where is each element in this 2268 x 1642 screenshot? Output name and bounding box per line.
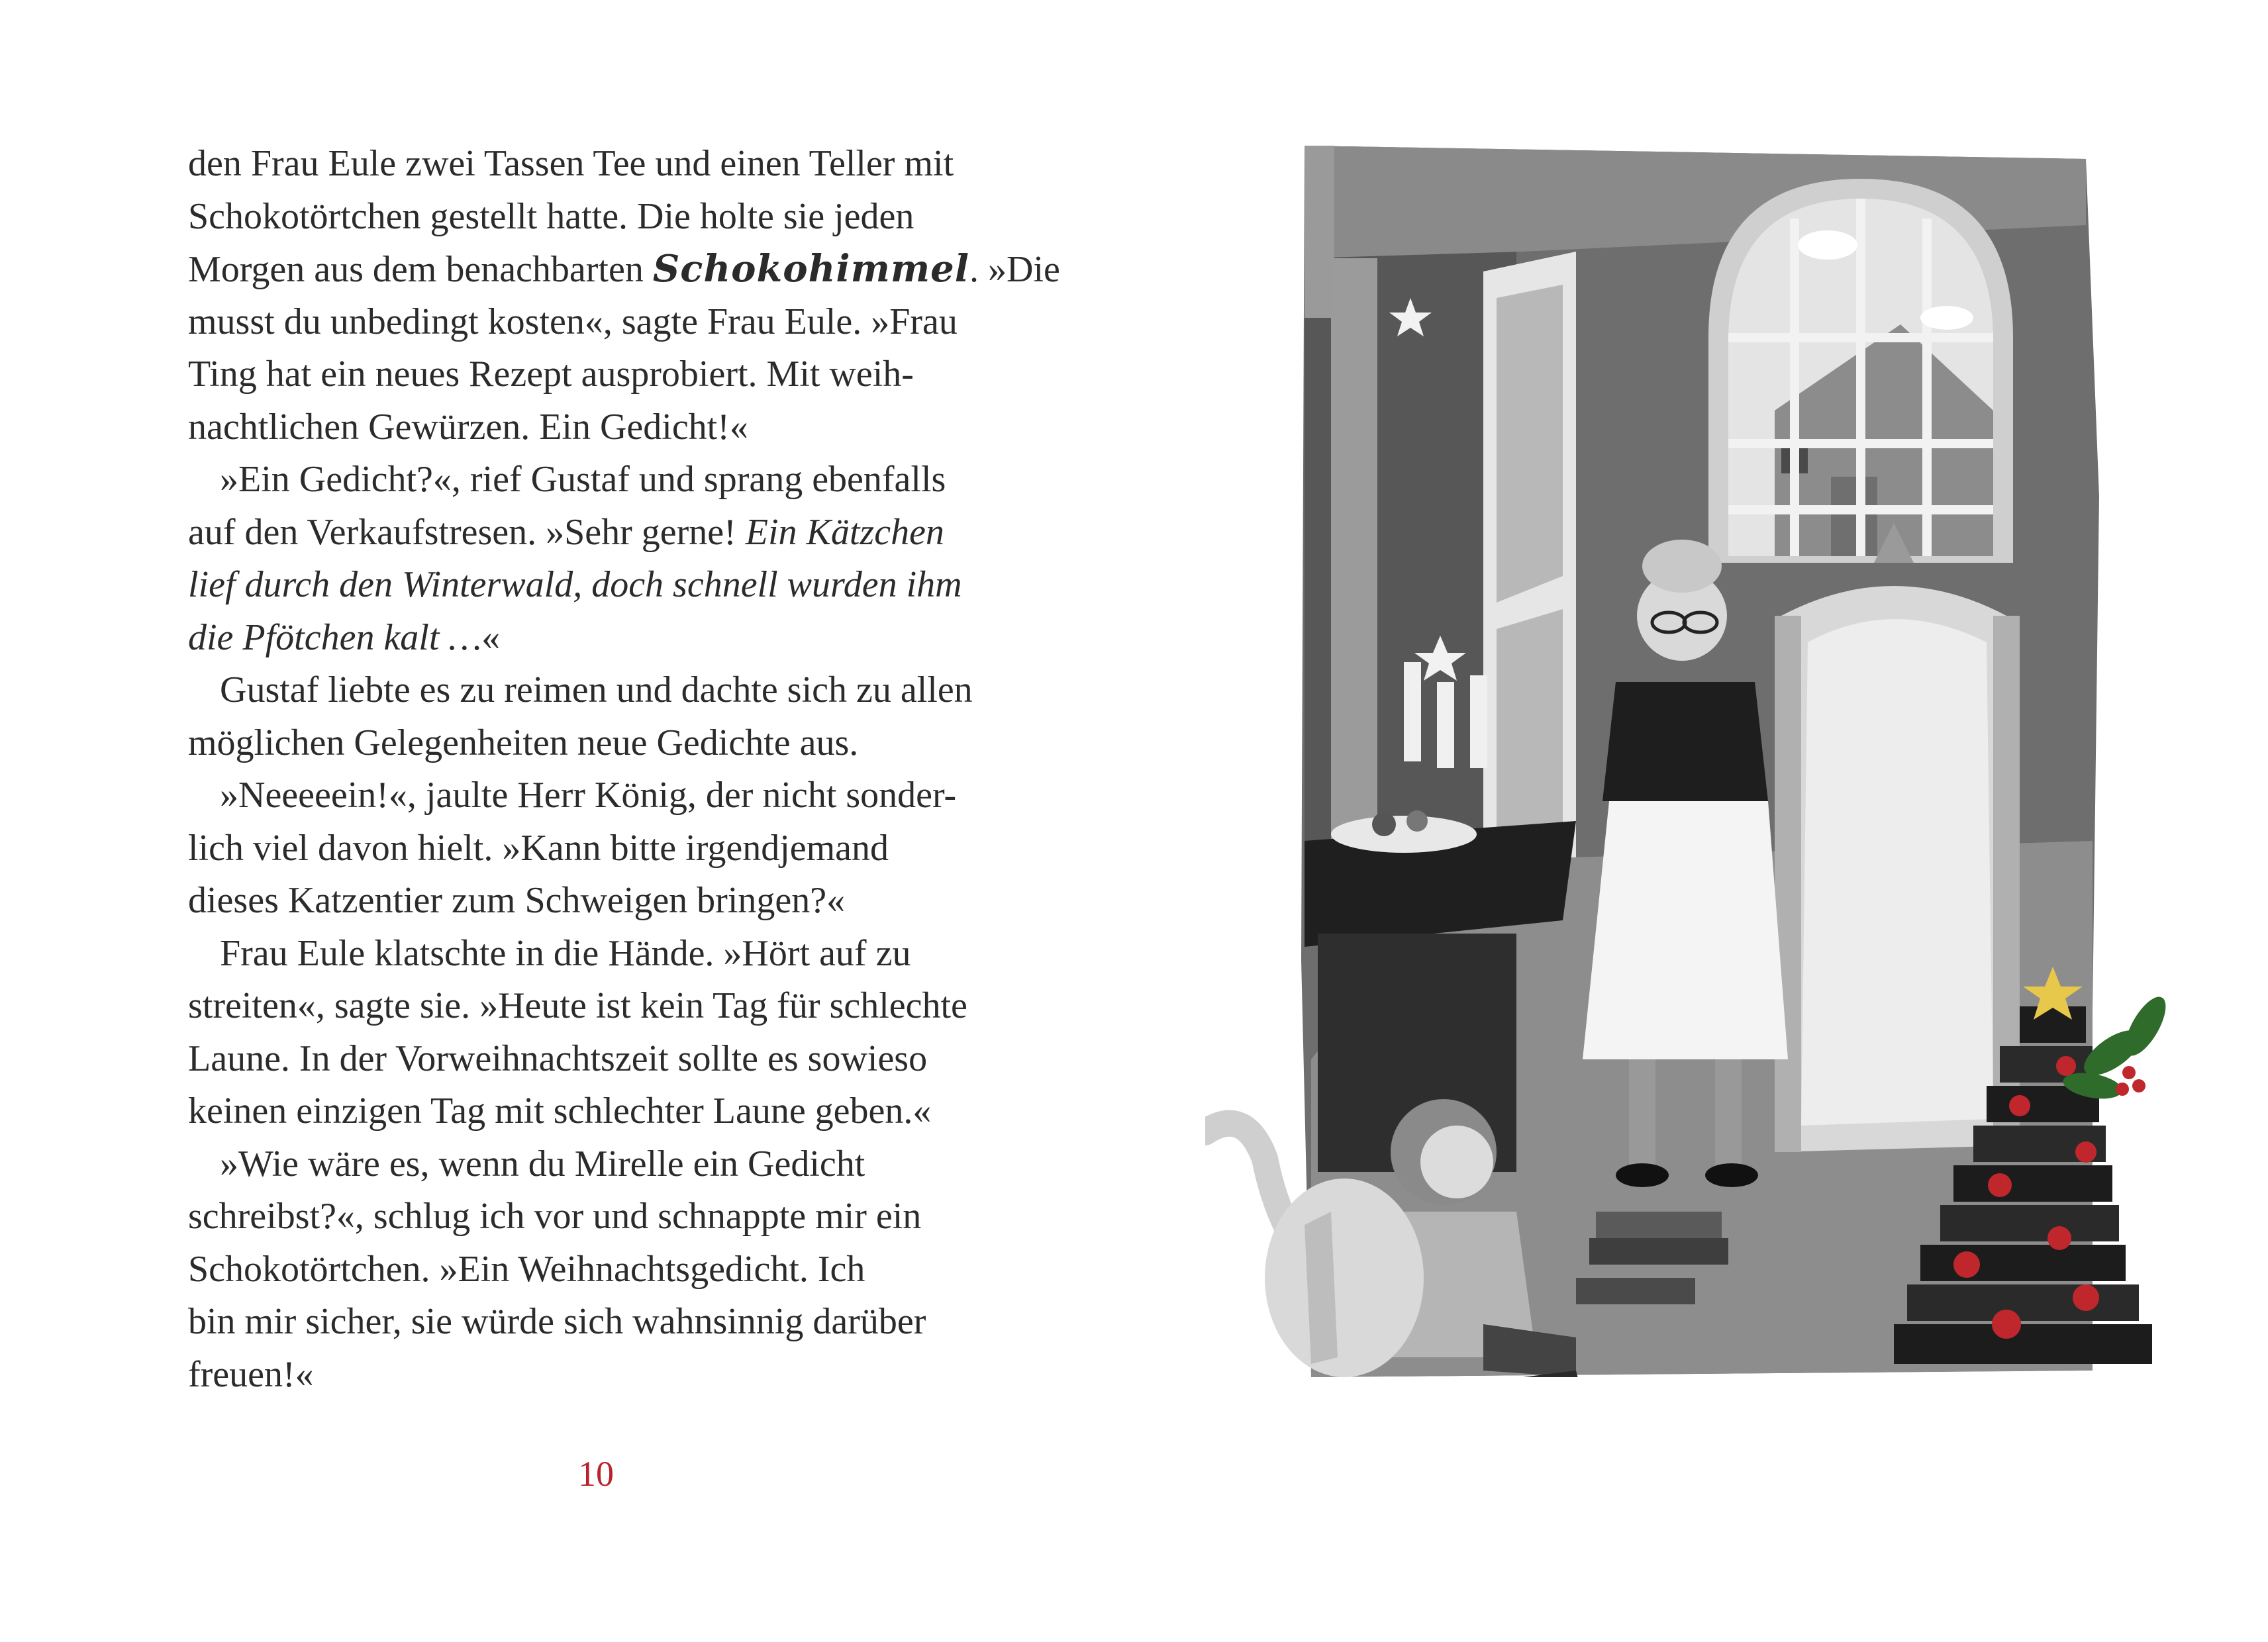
text-line: »Ein Gedicht?«, rief Gustaf und sprang ebenfalls [220, 459, 946, 500]
text-line: bin mir sicher, sie würde sich wahnsinnig darüber [188, 1301, 926, 1342]
text-line: den Frau Eule zwei Tassen Tee und einen Teller mit [188, 143, 954, 184]
text-line: freuen!« [188, 1353, 314, 1395]
text-line: Frau Eule klatschte in die Hände. »Hört auf zu [220, 932, 911, 974]
text-line: musst du unbedingt kosten«, sagte Frau Eule. »Frau [188, 301, 958, 342]
poem-text: Ein Kätzchen [745, 511, 944, 553]
poem-text: die Pfötchen kalt … [188, 616, 482, 658]
bookshop-illustration [1205, 99, 2218, 1470]
page-number: 10 [578, 1454, 614, 1494]
text-segment: « [481, 616, 501, 658]
open-door [1483, 252, 1576, 914]
text-line [188, 243, 1060, 296]
text-line: Ting hat ein neues Rezept ausprobiert. Mit weih- [188, 354, 914, 395]
text-line: »Neeeeein!«, jaulte Herr König, der nicht sonder- [220, 775, 957, 816]
text-segment: . »Die [969, 249, 1060, 290]
text-segment: Morgen aus dem benachbarten [188, 249, 653, 290]
text-line: Schokotörtchen. »Ein Weihnachtsgedicht. Ich [188, 1248, 865, 1290]
shop-name-lettering: Schokohimmel [652, 247, 969, 291]
text-line: »Wie wäre es, wenn du Mirelle ein Gedicht [220, 1143, 865, 1184]
text-line: nachtlichen Gewürzen. Ein Gedicht!« [188, 406, 748, 448]
sketch-edge [1298, 1377, 2106, 1470]
text-line: möglichen Gelegenheiten neue Gedichte aus. [188, 722, 859, 763]
text-line: lich viel davon hielt. »Kann bitte irgendjemand [188, 827, 889, 869]
arched-window [1708, 179, 2013, 563]
text-line: schreibst?«, schlug ich vor und schnappte mir ein [188, 1196, 922, 1237]
pillar [1331, 258, 1377, 841]
text-line: Gustaf liebte es zu reimen und dachte sich zu allen [220, 669, 973, 710]
standing-mirror [1775, 523, 2020, 1152]
illustration-svg [1205, 99, 2218, 1470]
text-line: Schokotörtchen gestellt hatte. Die holte sie jeden [188, 195, 914, 237]
text-line: streiten«, sagte sie. »Heute ist kein Tag für schlechte [188, 985, 967, 1026]
story-text [188, 138, 1060, 1401]
text-line [188, 507, 1009, 559]
ceiling-post [1305, 146, 1334, 318]
text-segment: auf den Verkaufstresen. »Sehr gerne! [188, 511, 746, 553]
poem-line: lief durch den Winterwald, doch schnell wurden ihm [188, 564, 962, 605]
text-line: keinen einzigen Tag mit schlechter Laune geben.« [188, 1090, 932, 1132]
text-line [188, 612, 1009, 665]
holly-berries [2116, 1066, 2145, 1096]
text-line: dieses Katzentier zum Schweigen bringen?« [188, 880, 846, 921]
text-line: Laune. In der Vorweihnachtszeit sollte es sowieso [188, 1038, 928, 1079]
